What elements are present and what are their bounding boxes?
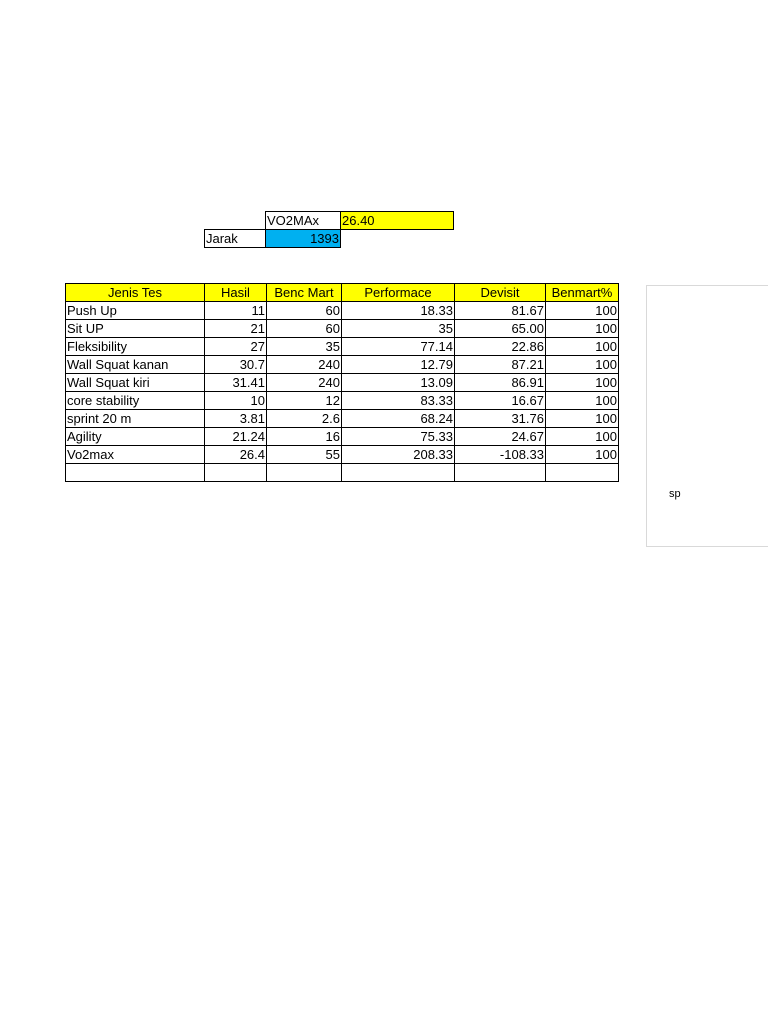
cell-devisit[interactable]: 16.67 [455, 392, 546, 410]
cell-benc-mart[interactable]: 240 [267, 356, 342, 374]
header-benmart-percent[interactable]: Benmart% [546, 284, 619, 302]
header-performace[interactable]: Performace [342, 284, 455, 302]
cell-performace[interactable]: 12.79 [342, 356, 455, 374]
table-row [66, 320, 619, 338]
header-benc-mart[interactable]: Benc Mart [267, 284, 342, 302]
cell-hasil[interactable]: 30.7 [205, 356, 267, 374]
jarak-value: 1393 [310, 231, 339, 246]
cell-hasil[interactable]: 3.81 [205, 410, 267, 428]
cell-benmart-percent[interactable]: 100 [546, 446, 619, 464]
vo2max-value-cell[interactable] [340, 211, 454, 230]
cell-jenis-tes[interactable]: Sit UP [66, 320, 205, 338]
cell-hasil[interactable]: 10 [205, 392, 267, 410]
table-header-row [66, 284, 619, 302]
cell-benc-mart[interactable]: 12 [267, 392, 342, 410]
table-row [66, 302, 619, 320]
cell-benc-mart[interactable] [267, 464, 342, 482]
cell-hasil[interactable]: 11 [205, 302, 267, 320]
table-row [66, 338, 619, 356]
table-row [66, 356, 619, 374]
cell-hasil[interactable]: 26.4 [205, 446, 267, 464]
cell-benmart-percent[interactable]: 100 [546, 338, 619, 356]
cell-jenis-tes[interactable]: Wall Squat kanan [66, 356, 205, 374]
cell-jenis-tes[interactable]: Wall Squat kiri [66, 374, 205, 392]
cell-devisit[interactable]: 22.86 [455, 338, 546, 356]
cell-benc-mart[interactable]: 60 [267, 302, 342, 320]
cell-devisit[interactable]: 87.21 [455, 356, 546, 374]
cell-jenis-tes[interactable]: Push Up [66, 302, 205, 320]
vo2max-label-cell[interactable] [265, 211, 341, 230]
cell-benc-mart[interactable]: 60 [267, 320, 342, 338]
jarak-value-cell[interactable] [265, 229, 341, 248]
cell-benmart-percent[interactable]: 100 [546, 302, 619, 320]
table-row [66, 410, 619, 428]
cell-hasil[interactable] [205, 464, 267, 482]
cell-devisit[interactable]: 86.91 [455, 374, 546, 392]
cell-jenis-tes[interactable] [66, 464, 205, 482]
cell-benmart-percent[interactable]: 100 [546, 320, 619, 338]
cell-jenis-tes[interactable]: sprint 20 m [66, 410, 205, 428]
cell-performace[interactable]: 18.33 [342, 302, 455, 320]
cell-jenis-tes[interactable]: core stability [66, 392, 205, 410]
cell-performace[interactable]: 208.33 [342, 446, 455, 464]
vo2max-value: 26.40 [342, 213, 375, 228]
cell-benmart-percent[interactable]: 100 [546, 410, 619, 428]
cell-hasil[interactable]: 31.41 [205, 374, 267, 392]
cell-benc-mart[interactable]: 55 [267, 446, 342, 464]
table-row [66, 428, 619, 446]
cell-jenis-tes[interactable]: Vo2max [66, 446, 205, 464]
cell-benc-mart[interactable]: 35 [267, 338, 342, 356]
cell-devisit[interactable]: 81.67 [455, 302, 546, 320]
cell-performace[interactable]: 83.33 [342, 392, 455, 410]
embedded-chart-fragment[interactable] [646, 285, 768, 547]
cell-performace[interactable]: 35 [342, 320, 455, 338]
table-row [66, 374, 619, 392]
cell-benmart-percent[interactable]: 100 [546, 356, 619, 374]
cell-jenis-tes[interactable]: Agility [66, 428, 205, 446]
cell-performace[interactable]: 13.09 [342, 374, 455, 392]
table-row [66, 446, 619, 464]
jarak-label: Jarak [206, 231, 238, 246]
header-jenis-tes[interactable]: Jenis Tes [66, 284, 205, 302]
cell-devisit[interactable]: 24.67 [455, 428, 546, 446]
cell-benmart-percent[interactable]: 100 [546, 392, 619, 410]
jarak-label-cell[interactable] [204, 229, 266, 248]
table-row-empty [66, 464, 619, 482]
cell-hasil[interactable]: 21 [205, 320, 267, 338]
cell-benc-mart[interactable]: 240 [267, 374, 342, 392]
cell-devisit[interactable]: -108.33 [455, 446, 546, 464]
fitness-test-table [65, 283, 619, 482]
cell-devisit[interactable]: 31.76 [455, 410, 546, 428]
header-hasil[interactable]: Hasil [205, 284, 267, 302]
cell-benc-mart[interactable]: 16 [267, 428, 342, 446]
cell-benc-mart[interactable]: 2.6 [267, 410, 342, 428]
cell-performace[interactable] [342, 464, 455, 482]
cell-benmart-percent[interactable]: 100 [546, 428, 619, 446]
chart-fragment-label: sp [669, 488, 681, 500]
cell-hasil[interactable]: 21.24 [205, 428, 267, 446]
vo2max-label: VO2MAx [267, 213, 320, 228]
cell-performace[interactable]: 75.33 [342, 428, 455, 446]
cell-benmart-percent[interactable]: 100 [546, 374, 619, 392]
cell-benmart-percent[interactable] [546, 464, 619, 482]
header-devisit[interactable]: Devisit [455, 284, 546, 302]
cell-jenis-tes[interactable]: Fleksibility [66, 338, 205, 356]
table-row [66, 392, 619, 410]
cell-devisit[interactable]: 65.00 [455, 320, 546, 338]
cell-devisit[interactable] [455, 464, 546, 482]
cell-performace[interactable]: 68.24 [342, 410, 455, 428]
cell-performace[interactable]: 77.14 [342, 338, 455, 356]
cell-hasil[interactable]: 27 [205, 338, 267, 356]
